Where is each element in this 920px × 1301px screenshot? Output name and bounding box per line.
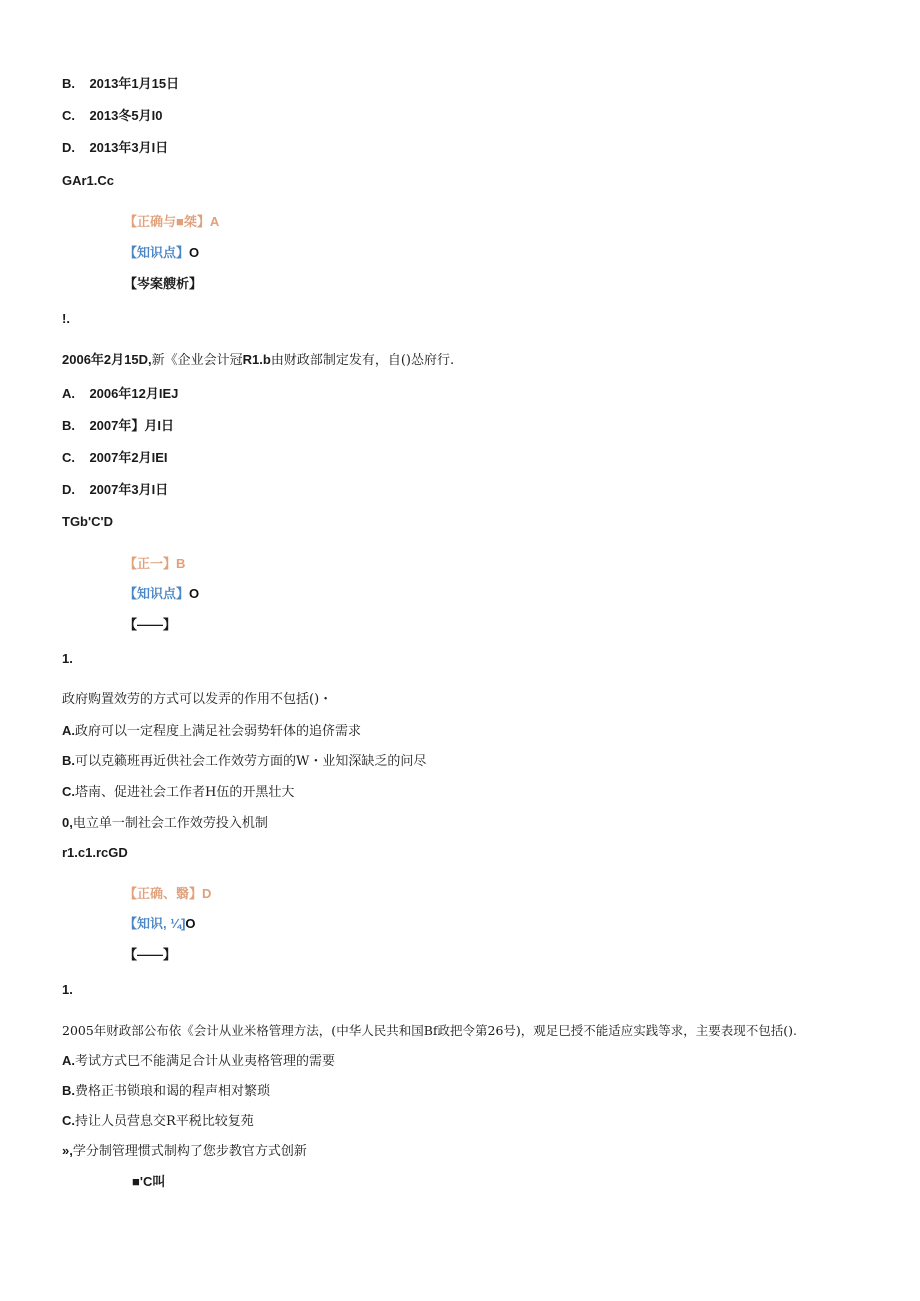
answer-line: GAr1.Cc (62, 173, 115, 188)
option-letter: D. (62, 140, 75, 155)
answer-line: TGb'C'D (62, 514, 113, 529)
option-letter: », (62, 1143, 73, 1158)
correct-label: 【正确、翳】 (124, 886, 203, 901)
option-letter: A. (62, 386, 75, 401)
option-text: 考试方式巳不能满足合计从业夷格管理的需要 (75, 1054, 336, 1069)
option-text: 2006年12月IEJ (89, 386, 179, 401)
option-text: 2007年3月I日 (89, 482, 169, 497)
option-text: 电立单一制社会工作效劳投入机制 (72, 816, 268, 831)
stem-suffix: 由财政部制定发有，自()怂府行. (270, 353, 455, 368)
option-c (62, 450, 168, 466)
question-number: 1. (62, 982, 73, 997)
option-text: 塔南、促进社会工作者H伍的开黑壮大 (75, 785, 295, 800)
analysis-label: 【岑案艘析】 (124, 276, 203, 291)
option-b (62, 76, 179, 92)
correct-answer (124, 214, 219, 230)
option-d (62, 140, 168, 156)
question-stem: 政府购置效劳的方式可以发弄的作用不包括()・ (62, 692, 333, 707)
answer-line: r1.c1.rcGD (62, 845, 128, 860)
option-letter: B. (62, 753, 75, 768)
analysis-label: 【——】 (124, 617, 177, 632)
option-letter: A. (62, 723, 75, 738)
option-letter: C. (62, 784, 75, 799)
correct-label: 【正一】 (124, 556, 177, 571)
option-letter: B. (62, 76, 75, 91)
correct-answer (124, 886, 211, 902)
option-d (62, 1143, 307, 1160)
correct-value: A (209, 214, 220, 229)
option-d (62, 482, 168, 498)
knowledge-value: O (189, 586, 200, 601)
option-text: 2013冬5月I0 (89, 108, 163, 123)
stem-bold: R1.b (242, 352, 271, 367)
option-text: 2007年2月IEI (89, 450, 168, 465)
option-b (62, 418, 174, 434)
question-stem (62, 352, 454, 369)
option-c (62, 108, 162, 124)
option-c (62, 1113, 254, 1130)
option-text: 学分制管理惯式制构了您步教官方式创新 (72, 1144, 307, 1159)
answer-line: ■'C叫 (132, 1174, 166, 1189)
correct-answer (124, 556, 185, 572)
option-b (62, 1083, 270, 1100)
option-letter: B. (62, 1083, 75, 1098)
knowledge-point (124, 916, 196, 932)
knowledge-value: O (189, 245, 200, 260)
option-text: 费格正书锁琅和谒的程声相对繁琐 (75, 1084, 271, 1099)
option-letter: D. (62, 482, 75, 497)
option-letter: C. (62, 450, 75, 465)
option-b (62, 753, 426, 770)
option-text: 2013年3月I日 (89, 140, 169, 155)
question-number: !. (62, 311, 70, 326)
correct-value: B (176, 556, 186, 571)
knowledge-point (124, 586, 199, 602)
correct-label: 【正确与■桀】 (124, 214, 210, 229)
option-a (62, 1053, 335, 1070)
option-a (62, 386, 178, 402)
analysis-label: 【——】 (124, 947, 177, 962)
option-letter: C. (62, 108, 75, 123)
option-text: 持让人员营息交R平税比较复苑 (75, 1114, 254, 1129)
option-text: 可以克籁班再近供社会工作效劳方面的W・业知深缺乏的问尽 (75, 754, 427, 769)
stem-prefix: 2006年2月15D, (62, 352, 152, 367)
knowledge-value: O (185, 916, 196, 931)
option-a (62, 723, 361, 740)
question-stem: 2005年财政部公布依《会计从业米格管理方法，(中华人民共和国Bf政把令第26号)，观足巳授不能适应实践等求，主要表现不包括(). (62, 1023, 798, 1038)
option-letter: A. (62, 1053, 75, 1068)
option-text: 2013年1月15日 (89, 76, 180, 91)
knowledge-point (124, 245, 199, 261)
option-text: 2007年】月I日 (89, 418, 174, 433)
stem-mid: 新《企业会计冠 (151, 353, 243, 368)
knowledge-label: 【知识点】 (124, 245, 190, 260)
knowledge-label: 【知识, ¼] (124, 916, 186, 931)
option-letter: C. (62, 1113, 75, 1128)
correct-value: D (202, 886, 212, 901)
option-c (62, 784, 294, 801)
question-number: 1. (62, 651, 73, 666)
option-letter: 0, (62, 815, 73, 830)
knowledge-label: 【知识点】 (124, 586, 190, 601)
option-text: 政府可以一定程度上满足社会弱势轩体的追侪需求 (75, 724, 362, 739)
option-letter: B. (62, 418, 75, 433)
option-d (62, 815, 268, 832)
